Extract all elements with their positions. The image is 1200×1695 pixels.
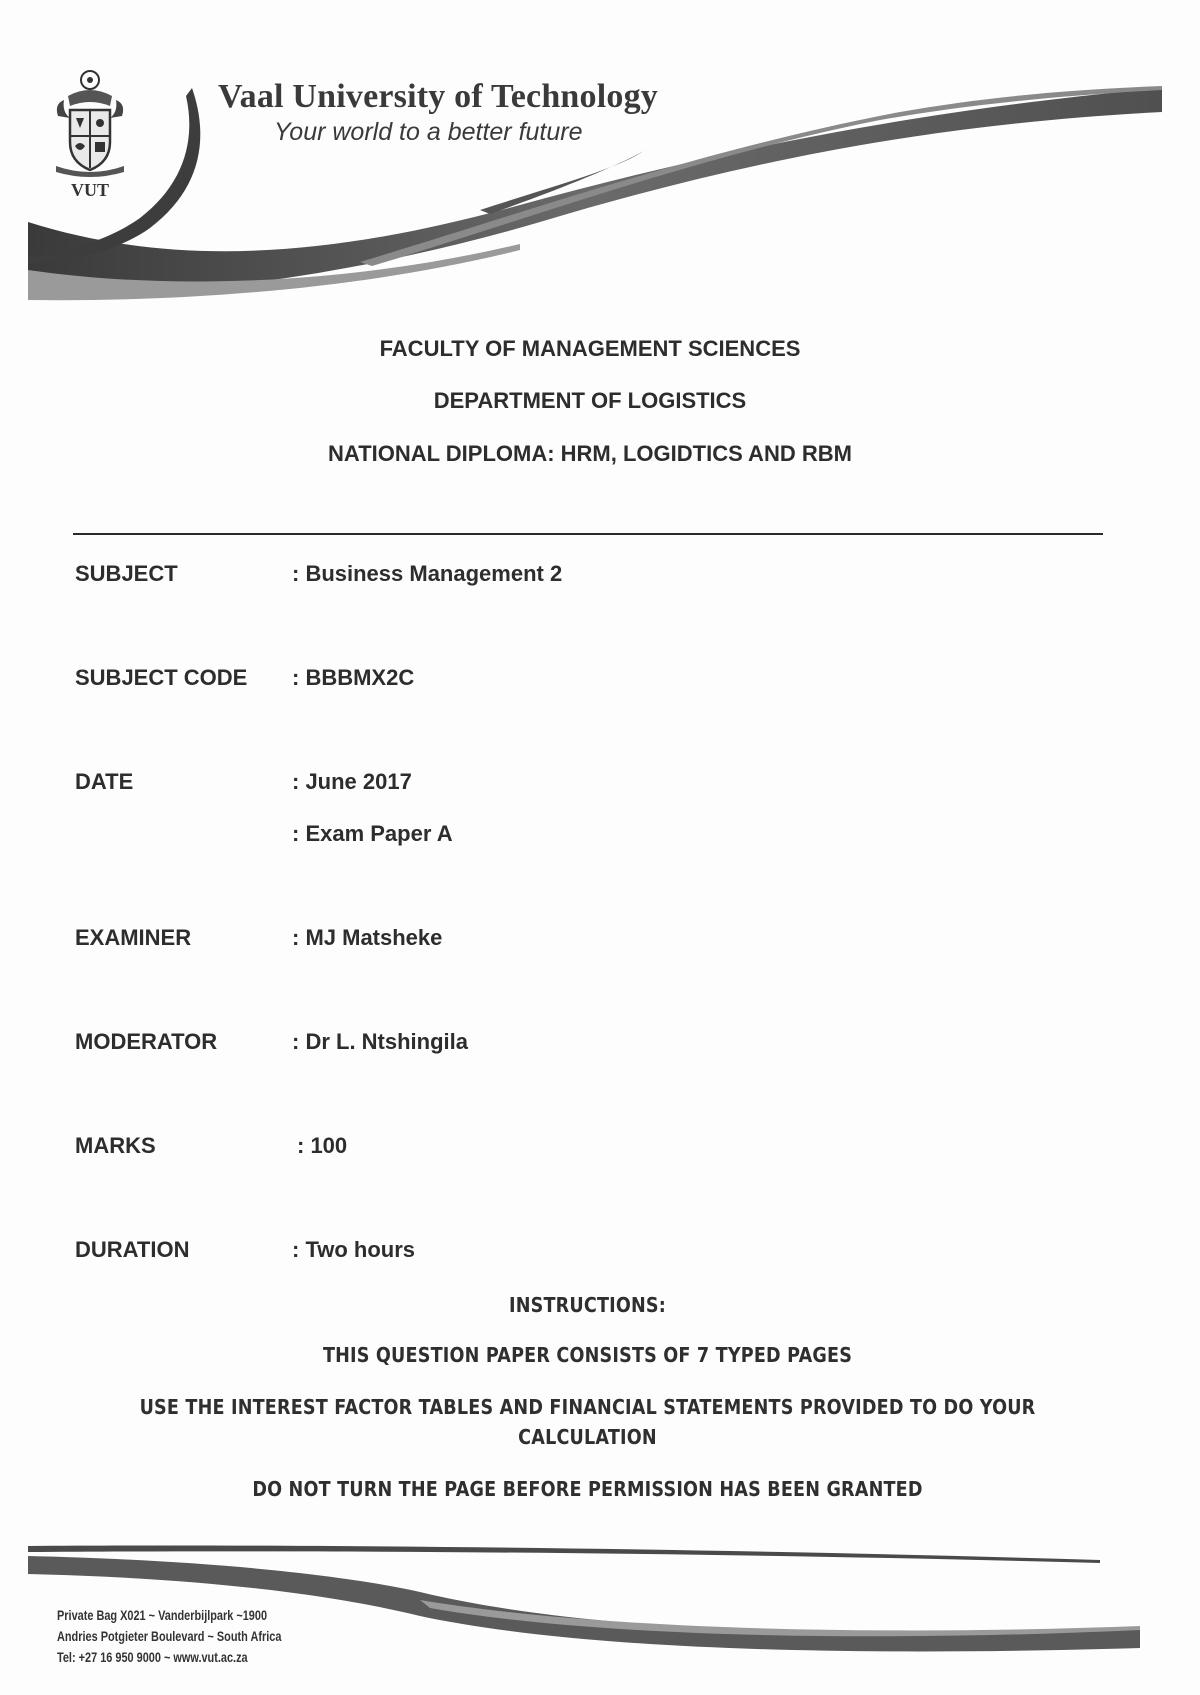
- marks-label: MARKS: [75, 1133, 156, 1158]
- university-tagline: Your world to a better future: [274, 118, 583, 146]
- exam-paper-value: : Exam Paper A: [292, 821, 453, 846]
- instruction-permission: DO NOT TURN THE PAGE BEFORE PERMISSION HAS BEEN GRANTED: [252, 1477, 923, 1501]
- diploma-heading: NATIONAL DIPLOMA: HRM, LOGIDTICS AND RBM: [328, 441, 852, 466]
- header-swoosh-graphic: [0, 0, 1200, 310]
- department-heading: DEPARTMENT OF LOGISTICS: [433, 388, 747, 413]
- footer-address-line-2: Andries Potgieter Boulevard ~ South Africa: [57, 1628, 282, 1644]
- horizontal-rule: [73, 533, 1103, 535]
- moderator-value: : Dr L. Ntshingila: [292, 1029, 468, 1054]
- instructions-title: INSTRUCTIONS:: [509, 1293, 666, 1317]
- university-crest-icon: [50, 66, 130, 178]
- subject-code-value: : BBBMX2C: [292, 665, 415, 690]
- faculty-heading: FACULTY OF MANAGEMENT SCIENCES: [379, 336, 801, 361]
- examiner-value: : MJ Matsheke: [292, 925, 443, 950]
- footer-address-line-1: Private Bag X021 ~ Vanderbijlpark ~1900: [57, 1607, 268, 1623]
- subject-label: SUBJECT: [75, 561, 178, 586]
- date-value: : June 2017: [292, 769, 412, 794]
- instruction-calculation: CALCULATION: [518, 1425, 657, 1449]
- instruction-pages: THIS QUESTION PAPER CONSISTS OF 7 TYPED PAGES: [322, 1343, 853, 1367]
- footer-contact-line: Tel: +27 16 950 9000 ~ www.vut.ac.za: [57, 1649, 248, 1665]
- instruction-tables: USE THE INTEREST FACTOR TABLES AND FINANCIAL STATEMENTS PROVIDED TO DO YOUR: [139, 1395, 1036, 1419]
- marks-value: : 100: [297, 1133, 348, 1158]
- subject-value: : Business Management 2: [292, 561, 563, 586]
- examiner-label: EXAMINER: [75, 925, 192, 950]
- logo-label: VUT: [70, 180, 109, 200]
- date-label: DATE: [75, 769, 134, 794]
- duration-label: DURATION: [75, 1237, 190, 1262]
- university-name: Vaal University of Technology: [218, 78, 658, 115]
- duration-value: : Two hours: [292, 1237, 416, 1262]
- subject-code-label: SUBJECT CODE: [75, 665, 248, 690]
- moderator-label: MODERATOR: [75, 1029, 218, 1054]
